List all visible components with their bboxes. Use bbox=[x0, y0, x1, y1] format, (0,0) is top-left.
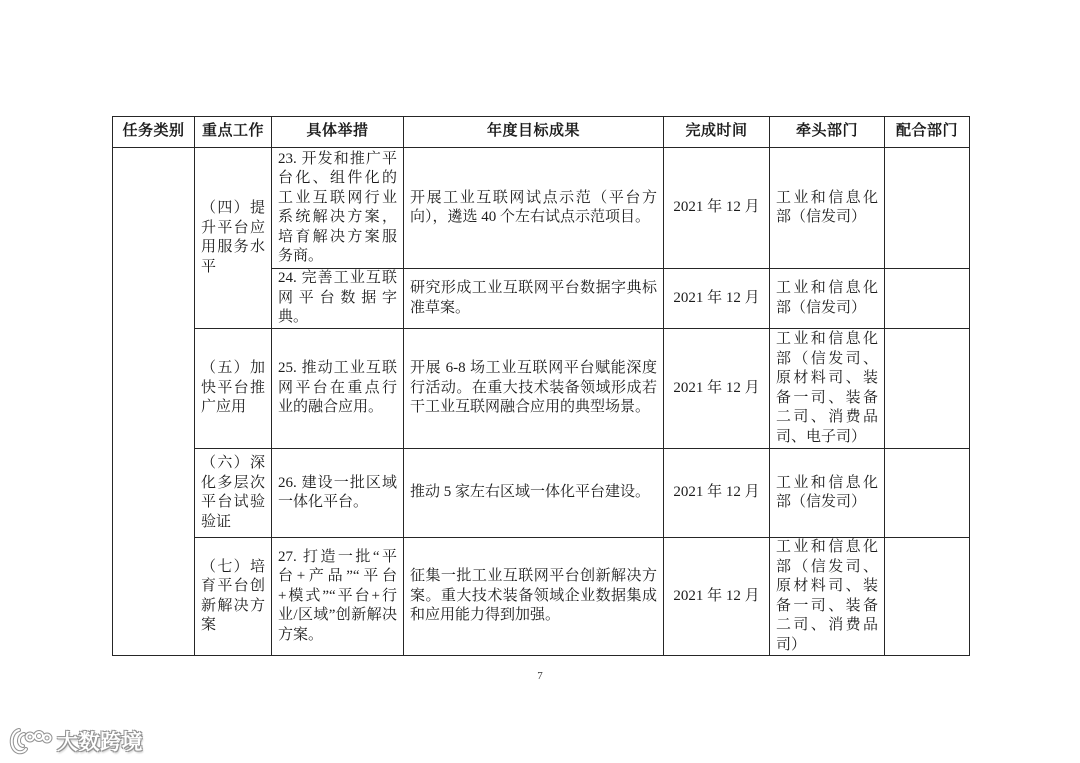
header-row bbox=[113, 117, 970, 148]
deadline-cell: 2021 年 12 月 bbox=[664, 329, 770, 449]
deadline-cell: 2021 年 12 月 bbox=[664, 538, 770, 656]
support-dept-cell bbox=[885, 449, 970, 538]
key-work-cell: （七）培育平台创新解决方案 bbox=[195, 538, 272, 656]
measure-cell: 26. 建设一批区域一体化平台。 bbox=[272, 449, 404, 538]
task-table bbox=[112, 116, 970, 656]
header-task-category: 任务类别 bbox=[113, 117, 195, 148]
support-dept-cell bbox=[885, 148, 970, 269]
key-work-cell: （五）加快平台推广应用 bbox=[195, 329, 272, 449]
key-work-cell: （四）提升平台应用服务水平 bbox=[195, 148, 272, 329]
support-dept-cell bbox=[885, 329, 970, 449]
header-lead-dept: 牵头部门 bbox=[770, 117, 885, 148]
lead-dept-cell: 工业和信息化部（信发司、原材料司、装备一司、装备二司、消费品司、电子司） bbox=[770, 329, 885, 449]
measure-cell: 25. 推动工业互联网平台在重点行业的融合应用。 bbox=[272, 329, 404, 449]
table-row bbox=[113, 329, 970, 449]
watermark-logo-icon bbox=[7, 726, 53, 756]
header-deadline: 完成时间 bbox=[664, 117, 770, 148]
deadline-cell: 2021 年 12 月 bbox=[664, 148, 770, 269]
lead-dept-cell: 工业和信息化部（信发司） bbox=[770, 449, 885, 538]
header-support-dept: 配合部门 bbox=[885, 117, 970, 148]
goal-cell: 开展 6-8 场工业互联网平台赋能深度行活动。在重大技术装备领域形成若干工业互联网融合应用的典型场景。 bbox=[404, 329, 664, 449]
measure-cell: 24. 完善工业互联网平台数据字典。 bbox=[272, 269, 404, 329]
table-row bbox=[113, 538, 970, 656]
header-annual-goal: 年度目标成果 bbox=[404, 117, 664, 148]
measure-cell: 23. 开发和推广平台化、组件化的工业互联网行业系统解决方案，培育解决方案服务商。 bbox=[272, 148, 404, 269]
header-key-work: 重点工作 bbox=[195, 117, 272, 148]
watermark bbox=[7, 726, 143, 756]
key-work-cell: （六）深化多层次平台试验验证 bbox=[195, 449, 272, 538]
measure-cell: 27. 打造一批“平台+产品”“平台+模式”“平台+行业/区域”创新解决方案。 bbox=[272, 538, 404, 656]
goal-cell: 研究形成工业互联网平台数据字典标准草案。 bbox=[404, 269, 664, 329]
header-measure: 具体举措 bbox=[272, 117, 404, 148]
lead-dept-cell: 工业和信息化部（信发司） bbox=[770, 148, 885, 269]
task-category-cell bbox=[113, 148, 195, 656]
goal-cell: 推动 5 家左右区域一体化平台建设。 bbox=[404, 449, 664, 538]
support-dept-cell bbox=[885, 269, 970, 329]
watermark-text: 大数跨境 bbox=[57, 730, 143, 754]
goal-cell: 开展工业互联网试点示范（平台方向），遴选 40 个左右试点示范项目。 bbox=[404, 148, 664, 269]
lead-dept-cell: 工业和信息化部（信发司） bbox=[770, 269, 885, 329]
lead-dept-cell: 工业和信息化部（信发司、原材料司、装备一司、装备二司、消费品司） bbox=[770, 538, 885, 656]
support-dept-cell bbox=[885, 538, 970, 656]
deadline-cell: 2021 年 12 月 bbox=[664, 449, 770, 538]
deadline-cell: 2021 年 12 月 bbox=[664, 269, 770, 329]
table-row bbox=[113, 148, 970, 269]
page-number: 7 bbox=[537, 670, 543, 682]
table-row bbox=[113, 449, 970, 538]
goal-cell: 征集一批工业互联网平台创新解决方案。重大技术装备领域企业数据集成和应用能力得到加强。 bbox=[404, 538, 664, 656]
